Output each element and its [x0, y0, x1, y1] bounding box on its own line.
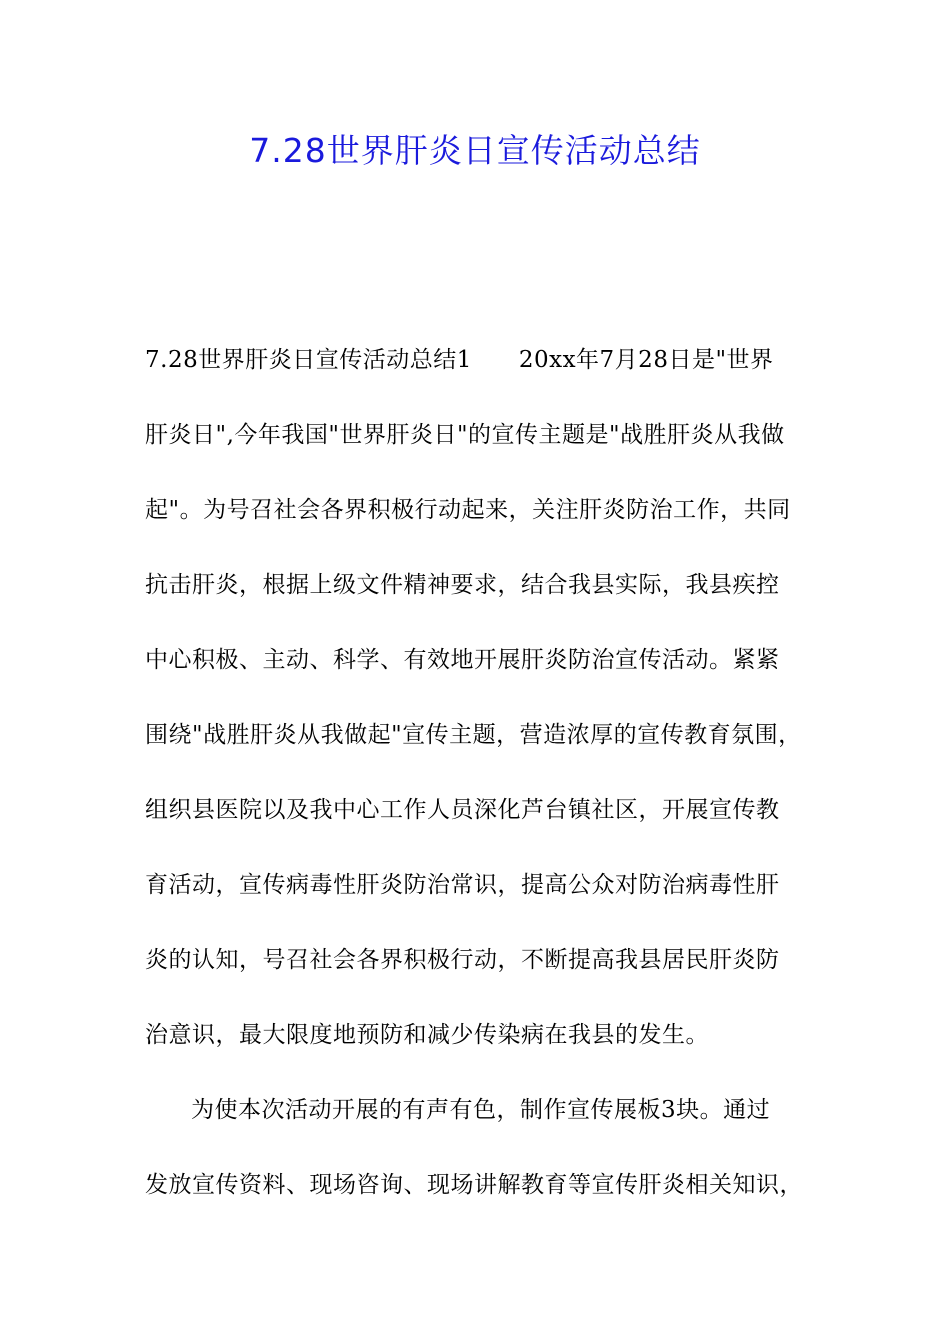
- body-line-9: 炎的认知，号召社会各界积极行动，不断提高我县居民肝炎防: [145, 947, 780, 973]
- body-line-8: 育活动，宣传病毒性肝炎防治常识，提高公众对防治病毒性肝: [145, 872, 780, 898]
- body-line-2: 肝炎日",今年我国"世界肝炎日"的宣传主题是"战胜肝炎从我做: [145, 422, 785, 448]
- body-line-6: 围绕"战胜肝炎从我做起"宣传主题，营造浓厚的宣传教育氛围，: [145, 722, 802, 748]
- body-line-12: 发放宣传资料、现场咨询、现场讲解教育等宣传肝炎相关知识，: [145, 1172, 803, 1198]
- body-line-3: 起"。为号召社会各界积极行动起来，关注肝炎防治工作，共同: [145, 497, 791, 523]
- body-line-4: 抗击肝炎，根据上级文件精神要求，结合我县实际，我县疾控: [145, 572, 780, 598]
- body-line-11: 为使本次活动开展的有声有色，制作宣传展板3块。通过: [191, 1097, 771, 1123]
- body-line-10: 治意识，最大限度地预防和减少传染病在我县的发生。: [145, 1022, 709, 1048]
- body-line-7: 组织县医院以及我中心工作人员深化芦台镇社区，开展宣传教: [145, 797, 780, 823]
- body-line-1: 7.28世界肝炎日宣传活动总结1 20xx年7月28日是"世界: [145, 347, 774, 373]
- document-title: 7.28世界肝炎日宣传活动总结: [249, 131, 701, 170]
- body-line-5: 中心积极、主动、科学、有效地开展肝炎防治宣传活动。紧紧: [145, 647, 780, 673]
